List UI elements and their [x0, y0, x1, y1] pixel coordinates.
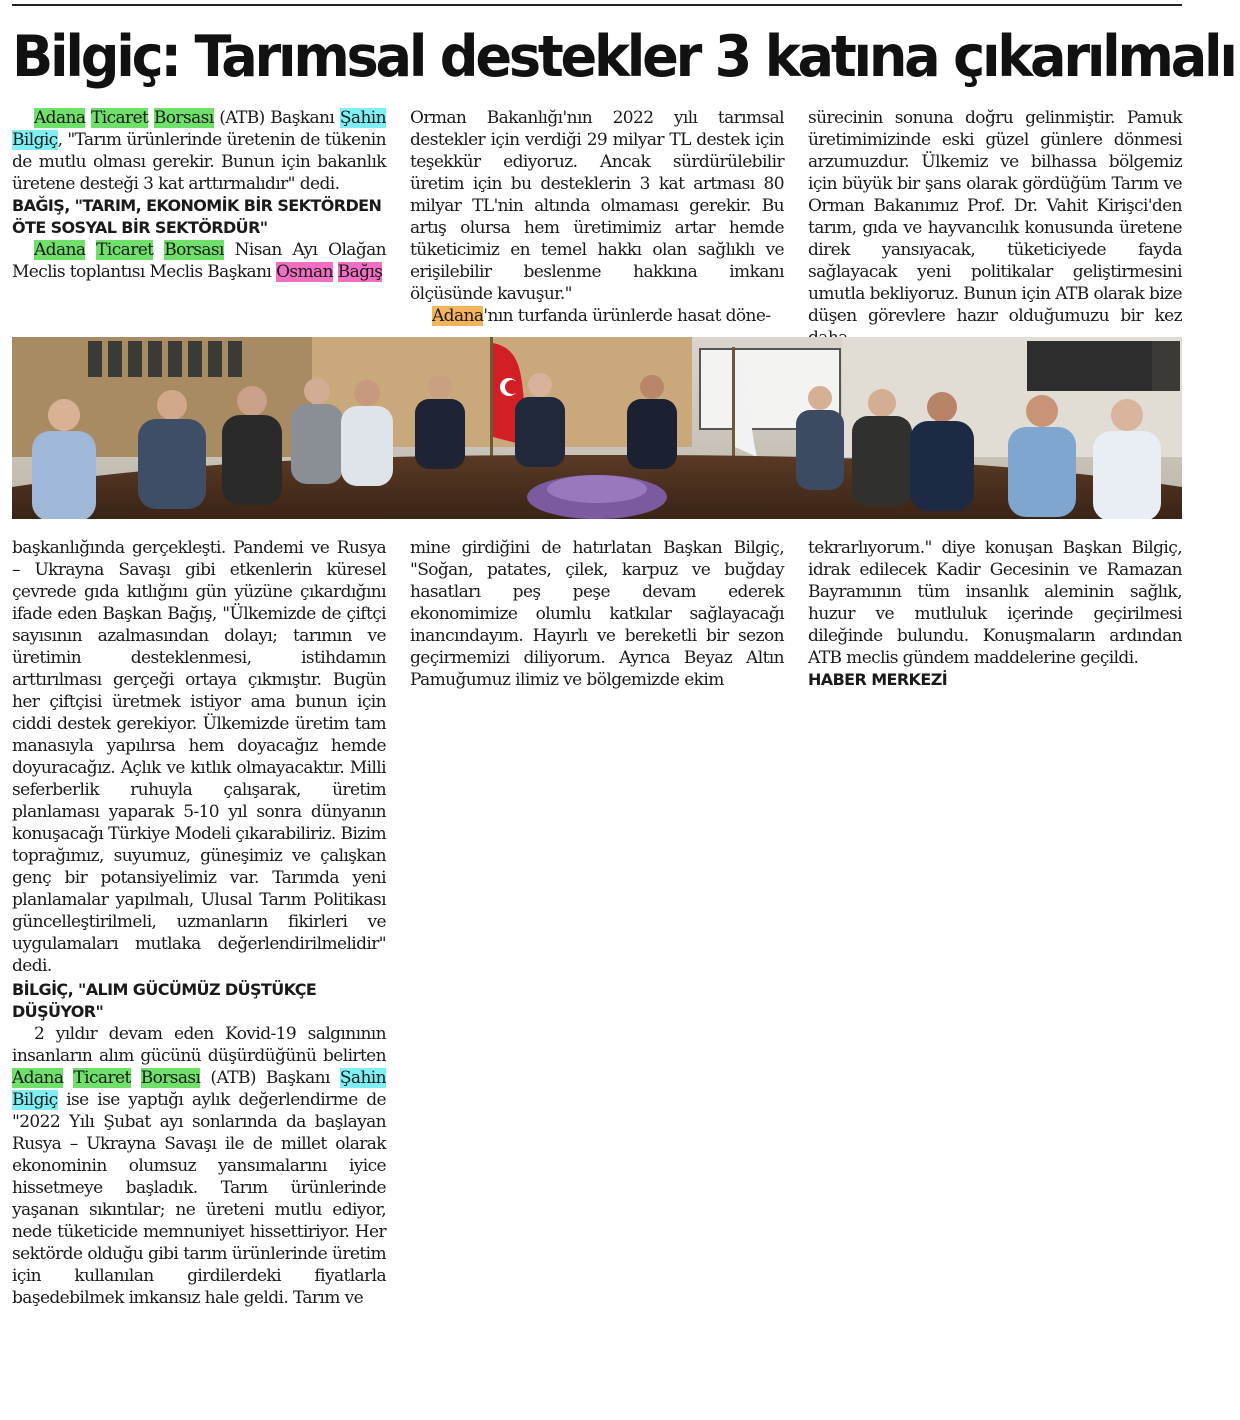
- column-2-bottom: [410, 537, 784, 691]
- bagis-speech-paragraph: başkanlığında gerçekleşti. Pandemi ve Rusya – Ukrayna Savaşı gibi etkenlerin küresel çevrede gıda kıtlığını gün yüzüne çıkardığını ifade eden Başkan Bağış, "Ülkemizde de çiftçi sayısının azalmasından dolayı; tarımın ve üretimin desteklenmesi, istihdamın arttırılması gerçeği ortaya çıkmıştır. Bugün her çiftçisi üretmek istiyor ama bunun için ciddi destek gerekiyor. Ülkemizde üretim tam manasıyla yapılırsa hem doyacağız hemde doyuracağız. Açlık ve kıtlık olmayacaktır. Milli seferberlik ruhuyla çalışarak, üretim planlaması yaparak 5-10 yıl sonra dünyanın konuşacağı Türkiye Modeli çıkarabiliriz. Bizim toprağımız, suyumuz, güneşimiz ve çalışkan genç bir potansiyelimiz var. Tarımda yeni planlamalar yapılmalı, Ulusal Tarım Politikası güncelleştirilmeli, uzmanların fikirleri ve uygulamaları mutlaka değerlendirilmelidir" dedi.: [12, 538, 386, 976]
- season-paragraph: mine girdiğini de hatırlatan Başkan Bilgiç, "Soğan, patates, çilek, karpuz ve buğday hasatları peş peşe devam ederek ekonomimize olumlu katkılar sağlayacağı inancındayım. Hayırlı ve bereketli bir sezon geçirmemizi diliyorum. Ayrıca Beyaz Altın Pamuğumuz ilimiz ve bölgemizde ekim: [410, 538, 784, 690]
- text-run: [85, 240, 96, 260]
- text-run: 'nın turfanda ürünlerde hasat döne-: [483, 306, 771, 326]
- text-run: (ATB) Başkanı: [200, 1068, 340, 1088]
- column-1-top: [12, 107, 386, 283]
- highlighted-word: Ticaret: [96, 240, 154, 260]
- column-1-bottom: [12, 537, 386, 1309]
- highlighted-word: Bilgiç: [12, 130, 58, 150]
- headline: Bilgiç: Tarımsal destekler 3 katına çıkarılmalı: [12, 24, 1235, 90]
- bilgic-evaluation-paragraph: [12, 1023, 386, 1309]
- top-rule: [12, 4, 1182, 6]
- highlighted-word: Borsası: [140, 1068, 201, 1088]
- highlighted-word: Ticaret: [91, 108, 149, 128]
- highlighted-word: Adana: [432, 306, 484, 326]
- column-3-bottom: [808, 537, 1182, 691]
- intro-paragraph: [12, 107, 386, 195]
- highlighted-word: Borsası: [153, 108, 214, 128]
- harvest-paragraph: [410, 305, 784, 327]
- highlighted-word: Şahin: [339, 108, 386, 128]
- text-run: ise ise yaptığı aylık değerlendirme de "2022 Yılı Şubat ayı sonlarında da başlayan Rusya – Ukrayna Savaşı ile de millet olarak ekonominin olumsuz yansımalarını iyice hissetmeye başladık. Tarım ürünlerinde yaşanan sıkıntılar; ne üreteni mutlu ediyor, nede tüketicide memnuniyet hissettiriyor. Her sektörde olduğu gibi tarım ürünlerinde üretim için kullanılan girdilerdeki fiyatlarla başedebilmek imkansız hale geldi. Tarım ve: [12, 1090, 386, 1308]
- text-run: [63, 1068, 73, 1088]
- column-2-top: [410, 107, 784, 327]
- highlighted-word: Adana: [34, 108, 86, 128]
- highlighted-word: Bağış: [337, 262, 383, 282]
- highlighted-word: Bilgiç: [12, 1090, 58, 1110]
- quote-paragraph: Orman Bakanlığı'nın 2022 yılı tarımsal destekler için verdiği 29 milyar TL destek için teşekkür ediyoruz. Ancak sürdürülebilir üretim için bu desteklerin 3 kat artması 80 milyar TL'nin altında olmaması gerekir. Bu artış olursa hem üretimimiz artar hemde tüketicimiz en temel hakkı olan sağlıklı ve erişilebilir beslenme hakkına imkanı ölçüsünde kavuşur.": [410, 108, 784, 304]
- closing-paragraph: tekrarlıyorum." diye konuşan Başkan Bilgiç, idrak edilecek Kadir Gecesinin ve Ramazan Bayramının tüm insanlık aleminin sağlık, huzur ve mutluluk içerinde geçirilmesi dileğinde bulundu. Konuşmaların ardından ATB meclis gündem maddelerine geçildi.: [808, 538, 1182, 668]
- text-run: 2 yıldır devam eden Kovid-19 salgınının insanların alım gücünü düşürdüğünü belirten: [12, 1024, 386, 1066]
- highlighted-word: Ticaret: [73, 1068, 131, 1088]
- highlighted-word: Borsası: [164, 240, 224, 260]
- text-run: Nisan Ayı Olağan Meclis toplantısı Meclis Başkanı: [12, 240, 386, 282]
- column-3-top: [808, 107, 1182, 349]
- highlighted-word: Şahin: [339, 1068, 386, 1088]
- minister-paragraph: sürecinin sonuna doğru gelinmiştir. Pamuk üretimimizinde eski güzel günlere dönmesi arzumuzdur. Ülkemiz ve bilhassa bölgemiz için büyük bir şans olarak gördüğüm Tarım ve Orman Bakanımız Prof. Dr. Vahit Kirişci'den tarım, gıda ve hayvancılık konusunda üretene direk yansıyacak, tüketiciyede fayda sağlayacak yeni politikalar geliştirmesini umutla bekliyoruz. Bunun için ATB olarak bize düşen görevlere hazır olduğumuzu bir kez: [808, 108, 1182, 326]
- subhead-bilgic: BİLGİÇ, "ALIM GÜCÜMÜZ DÜŞTÜKÇE DÜŞÜYOR": [12, 980, 317, 1021]
- subhead-bagis: BAĞIŞ, "TARIM, EKONOMİK BİR SEKTÖRDEN ÖTE SOSYAL BİR SEKTÖRDÜR": [12, 196, 382, 237]
- text-run: (ATB) Başkanı: [213, 108, 340, 128]
- text-run: [153, 240, 164, 260]
- highlighted-word: Osman: [276, 262, 333, 282]
- text-run: [131, 1068, 141, 1088]
- meeting-photo: [12, 337, 1182, 519]
- byline: HABER MERKEZİ: [808, 670, 948, 689]
- highlighted-word: Adana: [34, 240, 86, 260]
- text-run: , "Tarım ürünlerinde üretenin de tükenin de mutlu olması gerekir. Bunun için bakanlık üretene desteği 3 kat arttırmalıdır" dedi.: [12, 130, 386, 194]
- highlighted-word: Adana: [12, 1068, 64, 1088]
- meeting-paragraph: [12, 239, 386, 283]
